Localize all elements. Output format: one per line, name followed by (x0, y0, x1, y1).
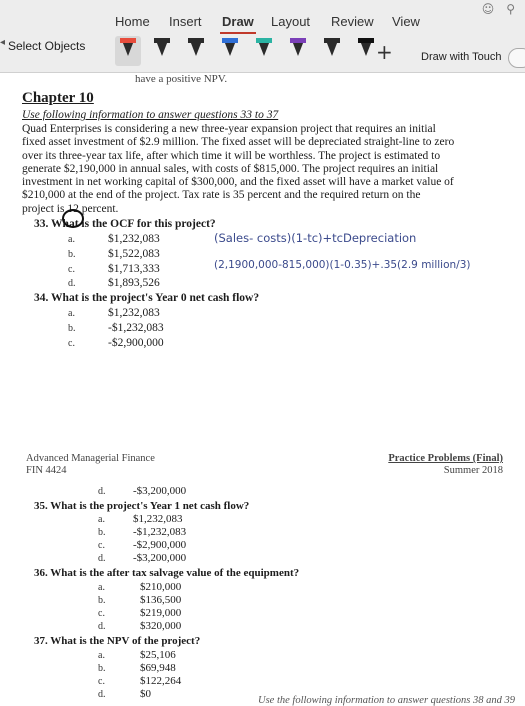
document-page (0, 73, 525, 706)
pen-tool-button[interactable] (183, 36, 209, 66)
pen-color-swatch (324, 38, 340, 43)
pen-color-swatch (290, 38, 306, 43)
option-value: -$3,200,000 (133, 485, 187, 497)
ribbon-toolbar (0, 0, 525, 73)
pen-color-swatch (222, 38, 238, 43)
option-value: $136,500 (140, 594, 182, 606)
draw-with-touch-label: Draw with Touch (421, 51, 502, 63)
pen-color-swatch (358, 38, 374, 43)
problem-line: over its three-year tax life, after which time it will be worthless. The project is estimated to (22, 149, 441, 162)
pen-tool-button[interactable] (251, 36, 277, 66)
option-letter: c. (98, 540, 105, 551)
option-letter: d. (98, 689, 106, 700)
option-value: -$3,200,000 (133, 552, 187, 564)
pen-tool-button[interactable] (217, 36, 243, 66)
option-letter: b. (98, 663, 106, 674)
answer-circle-mark (62, 209, 84, 228)
question-36: 36. What is the after tax salvage value of the equipment? (34, 567, 300, 579)
option-value: -$1,232,083 (133, 526, 187, 538)
pen-color-swatch (120, 38, 136, 43)
option-value: $1,522,083 (108, 248, 160, 260)
handwritten-formula: (Sales- costs)(1-tc)+tcDepreciation (214, 231, 417, 245)
option-value: $25,106 (140, 649, 176, 661)
option-letter: b. (68, 249, 76, 260)
select-objects-button[interactable]: Select Objects (8, 39, 86, 53)
option-letter: d. (68, 278, 76, 289)
option-letter: c. (98, 676, 105, 687)
option-value: $210,000 (140, 581, 182, 593)
pen-tool-button[interactable] (285, 36, 311, 66)
tab-layout[interactable]: Layout (271, 14, 311, 29)
problem-line: Quad Enterprises is considering a new three-year expansion project that requires an initial (22, 123, 436, 135)
problem-line: investment in net working capital of $300,000, and the fixed asset will have a market value of (22, 176, 454, 189)
pen-tool-button[interactable] (319, 36, 345, 66)
tab-view[interactable]: View (392, 14, 420, 29)
pen-color-swatch (256, 38, 272, 43)
add-pen-button[interactable]: + (376, 40, 393, 64)
option-letter: a. (68, 308, 75, 319)
cut-off-text: Use the following information to answer questions 38 and 39 (258, 695, 515, 706)
doc-footer (388, 453, 503, 477)
question-34: 34. What is the project's Year 0 net cash flow? (34, 292, 260, 304)
option-value: $122,264 (140, 675, 182, 687)
option-value: $1,232,083 (108, 307, 160, 319)
question-35: 35. What is the project's Year 1 net cash flow? (34, 500, 250, 512)
pen-tool-button[interactable] (149, 36, 175, 66)
course-code: FIN 4424 (26, 465, 67, 476)
problem-line: generate $2,190,000 in annual sales, with costs of $815,000. The project requires an initial (22, 162, 439, 175)
tab-review[interactable]: Review (331, 14, 374, 29)
tab-home[interactable]: Home (115, 14, 150, 29)
course-footer (26, 453, 155, 477)
intro-heading: Use following information to answer questions 33 to 37 (22, 109, 279, 121)
option-letter: b. (98, 527, 106, 538)
option-letter: c. (68, 338, 75, 349)
option-letter: c. (98, 608, 105, 619)
draw-with-touch-toggle[interactable] (508, 48, 525, 68)
option-value: -$2,900,000 (108, 337, 164, 349)
option-letter: a. (98, 650, 105, 661)
doc-title: Practice Problems (Final) (388, 453, 503, 464)
option-letter: a. (68, 234, 75, 245)
option-value: $1,232,083 (108, 233, 160, 245)
problem-line: fixed asset investment of $2.9 million. The fixed asset will be depreciated straight-line to zero (22, 136, 455, 149)
option-letter: d. (98, 553, 106, 564)
course-name: Advanced Managerial Finance (26, 453, 155, 464)
chapter-heading: Chapter 10 (22, 90, 94, 106)
option-value: $0 (140, 688, 151, 700)
dropdown-caret-icon: ◂ (0, 37, 6, 48)
tab-draw[interactable]: Draw (222, 14, 254, 29)
option-letter: a. (98, 514, 105, 525)
cut-off-text: have a positive NPV. (135, 73, 228, 85)
option-value: $1,893,526 (108, 277, 160, 289)
active-tab-indicator (220, 32, 256, 34)
tab-bar (0, 10, 525, 36)
option-value: -$1,232,083 (108, 322, 164, 334)
pen-tool-button[interactable] (115, 36, 141, 66)
search-icon[interactable]: ⚲ (506, 2, 515, 16)
problem-line: $210,000 at the end of the project. Tax rate is 35 percent and the required return on the (22, 189, 421, 202)
option-value: $1,232,083 (133, 513, 183, 525)
question-37: 37. What is the NPV of the project? (34, 635, 201, 647)
doc-term: Summer 2018 (443, 465, 503, 476)
option-letter: d. (98, 621, 106, 632)
person-icon[interactable]: ☺ (481, 2, 495, 16)
pen-color-swatch (154, 38, 170, 43)
pen-color-swatch (188, 38, 204, 43)
option-value: $320,000 (140, 620, 182, 632)
problem-statement (22, 123, 512, 216)
option-value: -$2,900,000 (133, 539, 187, 551)
option-letter: b. (98, 595, 106, 606)
option-letter: b. (68, 323, 76, 334)
option-value: $69,948 (140, 662, 176, 674)
pen-gallery (115, 36, 379, 66)
tab-insert[interactable]: Insert (169, 14, 202, 29)
option-value: $219,000 (140, 607, 182, 619)
option-letter: a. (98, 582, 105, 593)
option-value: $1,713,333 (108, 263, 160, 275)
option-letter: c. (68, 264, 75, 275)
option-letter: d. (98, 486, 106, 497)
question-33: 33. What is the OCF for this project? (34, 218, 216, 230)
handwritten-calculation: (2,1900,000-815,000)(1-0.35)+.35(2.9 million/3) (214, 259, 471, 271)
problem-line: project is 12 percent. (22, 202, 119, 215)
